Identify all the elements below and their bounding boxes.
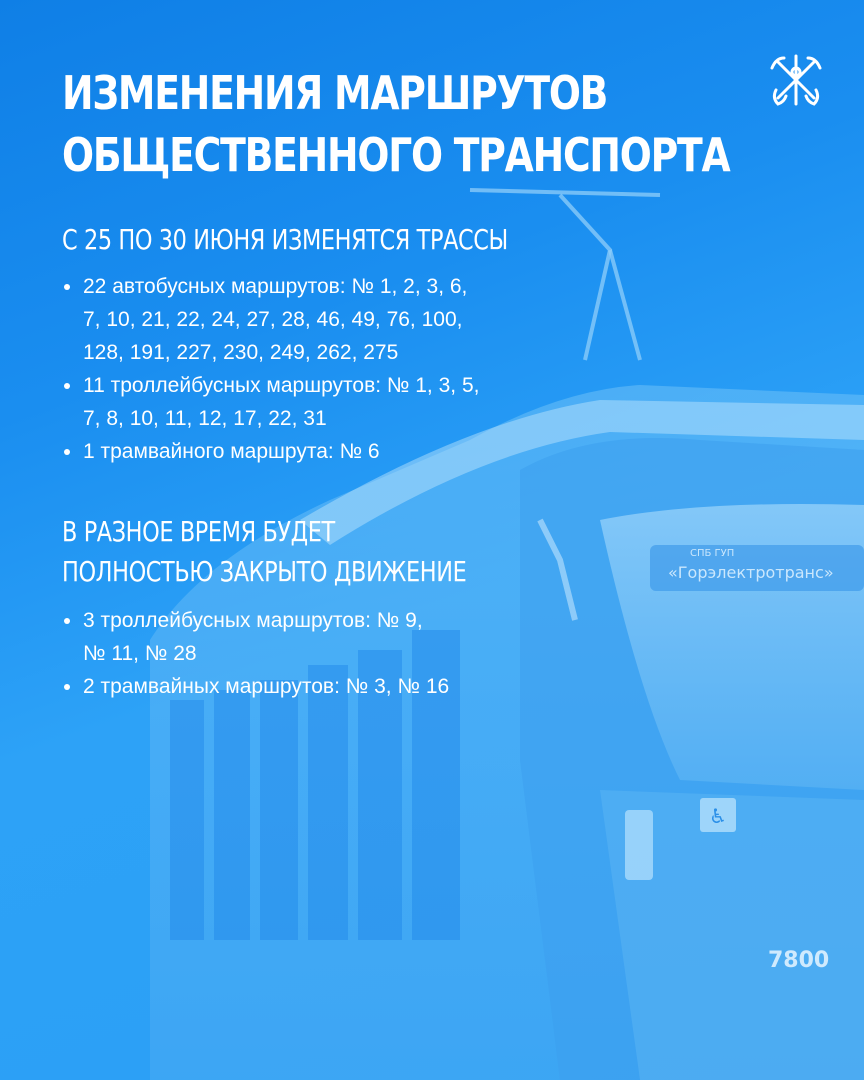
section-heading-closures xyxy=(62,512,466,592)
list-item-tram-route xyxy=(62,435,479,468)
section-heading-text: С 25 ПО 30 ИЮНЯ ИЗМЕНЯТСЯ ТРАССЫ xyxy=(62,223,508,256)
list-item-line: № 11, № 28 xyxy=(83,642,197,665)
list-item-tram-closures xyxy=(62,670,449,703)
list-item-bus-routes xyxy=(62,270,479,369)
list-item-line: 2 трамвайных маршрутов: № 3, № 16 xyxy=(83,675,450,698)
section-heading-line-2: ПОЛНОСТЬЮ ЗАКРЫТО ДВИЖЕНИЕ xyxy=(62,555,467,588)
spb-coat-of-arms-icon xyxy=(766,50,826,110)
page-title-line-2: ОБЩЕСТВЕННОГО ТРАНСПОРТА xyxy=(62,128,730,182)
pantograph xyxy=(470,190,660,360)
list-item-line: 11 троллейбусных маршрутов: № 1, 3, 5, xyxy=(83,374,480,397)
list-item-line: 7, 8, 10, 11, 12, 17, 22, 31 xyxy=(83,407,327,430)
list-item-trolleybus-closures xyxy=(62,604,449,670)
page-title xyxy=(62,62,730,186)
tram-operator-name: «Горэлектротранс» xyxy=(668,563,834,582)
tram-operator-label: СПБ ГУП xyxy=(690,548,735,559)
page-title-line-1: ИЗМЕНЕНИЯ МАРШРУТОВ xyxy=(62,66,608,120)
list-item-line: 1 трамвайного маршрута: № 6 xyxy=(83,440,380,463)
section-heading-line-1: В РАЗНОЕ ВРЕМЯ БУДЕТ xyxy=(62,515,335,548)
section-heading-route-changes xyxy=(62,220,508,260)
svg-text:♿: ♿ xyxy=(709,804,727,828)
tram-fleet-number: 7800 xyxy=(768,948,830,973)
list-item-line: 3 троллейбусных маршрутов: № 9, xyxy=(83,609,423,632)
list-item-line: 128, 191, 227, 230, 249, 262, 275 xyxy=(83,341,399,364)
closures-list xyxy=(62,604,449,703)
list-item-trolleybus-routes xyxy=(62,369,479,435)
route-changes-list xyxy=(62,270,479,468)
list-item-line: 7, 10, 21, 22, 24, 27, 28, 46, 49, 76, 100, xyxy=(83,308,463,331)
list-item-line: 22 автобусных маршрутов: № 1, 2, 3, 6, xyxy=(83,275,468,298)
